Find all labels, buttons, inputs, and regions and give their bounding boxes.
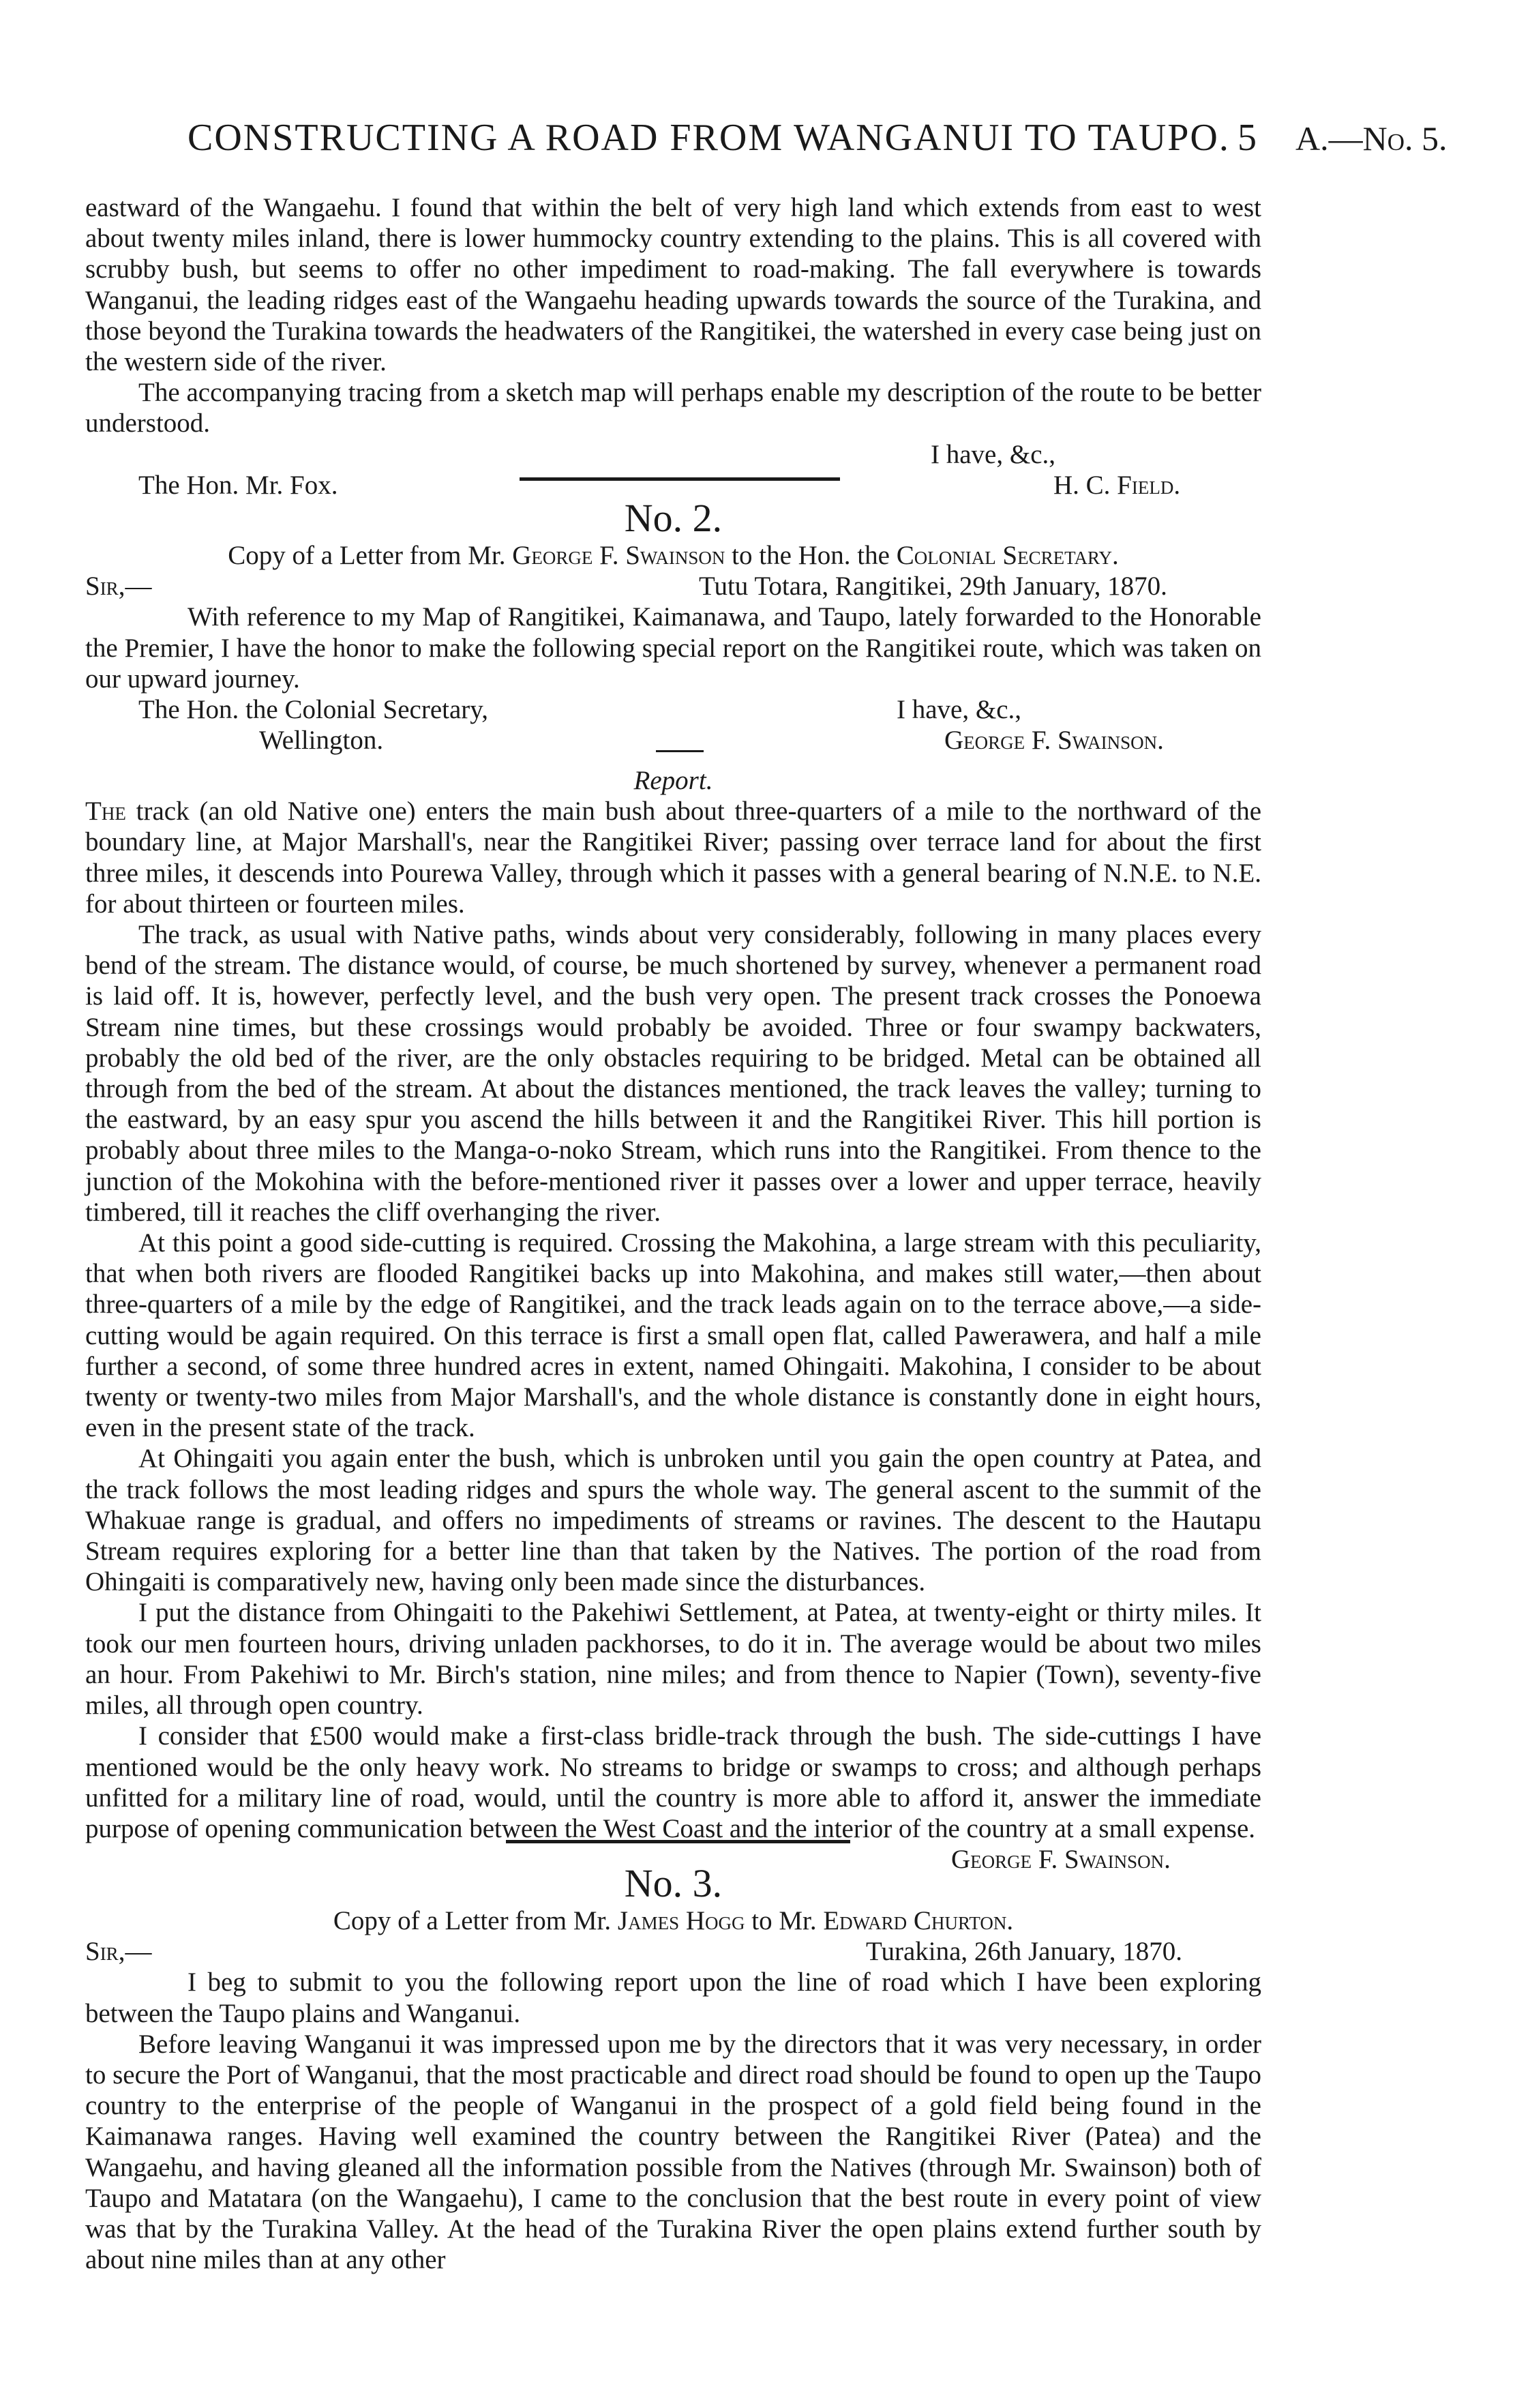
- signature: George F. Swainson.: [951, 1845, 1171, 1875]
- signature: H. C. Field.: [1053, 470, 1181, 500]
- letter-caption: Copy of a Letter from Mr. James Hogg to Mr. Edward Churton.: [333, 1906, 1014, 1935]
- paragraph: The accompanying tracing from a sketch map will perhaps enable my description of the route to be better understood.: [85, 378, 1261, 439]
- paragraph: I put the distance from Ohingaiti to the Pakehiwi Settlement, at Patea, at twenty-eight or thirty miles. It took our men fourteen hours, driving unladen packhorses, to do it in. The average would be about two miles an hour. From Pakehiwi to Mr. Birch's station, nine miles; and from thence to Napier (Town), seventy-five miles, all through open country.: [85, 1598, 1261, 1721]
- paragraph: With reference to my Map of Rangitikei, Kaimanawa, and Taupo, lately forwarded to the Honorable the Premier, I have the honor to make the following special report on the Rangitikei route, which was taken on our upward journey.: [85, 602, 1261, 694]
- section-divider: [506, 1840, 850, 1843]
- salutation-row: [85, 571, 1261, 601]
- paragraph: The track (an old Native one) enters the main bush about three-quarters of a mile to the northward of the boundary line, at Major Marshall's, near the Rangitikei River; passing over terrace land for about the first three miles, it descends into Pourewa Valley, through which it passes with a general bearing of N.N.E. to N.E. for about thirteen or fourteen miles.: [85, 797, 1262, 919]
- letter-number: No. 3.: [624, 1861, 723, 1905]
- closing: I have, &c.,: [897, 695, 1022, 724]
- letter-1-conclusion: [85, 192, 1261, 501]
- paragraph: I beg to submit to you the following report upon the line of road which I have been exploring between the Taupo plains and Wanganui.: [85, 1967, 1261, 2028]
- letter-3: [85, 1862, 1261, 2275]
- place-date: Tutu Totara, Rangitikei, 29th January, 1870.: [699, 571, 1167, 601]
- page-number: 5: [1238, 117, 1257, 159]
- letter-number: No. 2.: [624, 496, 723, 540]
- paragraph: eastward of the Wangaehu. I found that within the belt of very high land which extends from east to west about twenty miles inland, there is lower hummocky country extending to the plains. This is all covered with scrubby bush, but seems to offer no other impediment to road-making. The fall everywhere is towards Wanganui, the leading ridges east of the Wangaehu heading upwards towards the source of the Turakina, and those beyond the Turakina towards the headwaters of the Rangitikei, the watershed in every case being just on the western side of the river.: [85, 193, 1261, 377]
- paragraph: Before leaving Wanganui it was impressed upon me by the directors that it was very necessary, in order to secure the Port of Wanganui, that the most practicable and direct road should be found to open up the Taupo country to the enterprise of the people of Wanganui in the prospect of a gold field being found in the Kaimanawa ranges. Having well examined the country between the Rangitikei River (Patea) and the Wangaehu, and having gleaned all the information possible from the Natives (through Mr. Swainson) both of Taupo and Matatara (on the Wangaehu), I came to the conclusion that the best route in every point of view was that by the Turakina Valley. At the head of the Turakina River the open plains extend further south by about nine miles than at any other: [85, 2029, 1261, 2275]
- paragraph: The track, as usual with Native paths, winds about very considerably, following in many places every bend of the stream. The distance would, of course, be much shortened by survey, whenever a permanent road is laid off. It is, however, perfectly level, and the bush very open. The present track crosses the Ponoewa Stream nine times, but these crossings would probably be avoided. Three or four swampy backwaters, probably the old bed of the river, are the only obstacles requiring to be bridged. Metal can be obtained all through from the bed of the stream. At about the distances mentioned, the track leaves the valley; turning to the eastward, by an easy spur you ascend the hills between it and the Rangitikei River. This hill portion is probably about three miles to the Manga-o-noko Stream, which runs into the Rangitikei. From thence to the junction of the Mokohina with the before-mentioned river it passes over a lower and upper terrace, heavily timbered, till it reaches the cliff overhanging the river.: [85, 920, 1261, 1227]
- signature: George F. Swainson.: [944, 726, 1164, 756]
- report: [85, 765, 1261, 1875]
- document-reference: A.—No. 5.: [1295, 119, 1448, 158]
- sender-name: George F. Swainson: [512, 541, 725, 570]
- addressee: The Hon. Mr. Fox.: [138, 470, 338, 500]
- salutation: Sir,—: [85, 571, 152, 601]
- sender-name: James Hogg: [617, 1906, 745, 1935]
- recipient-name: Colonial Secretary.: [896, 541, 1119, 570]
- short-divider: [656, 750, 704, 752]
- recipient-name: Edward Churton.: [823, 1906, 1014, 1935]
- closing: I have, &c.,: [931, 439, 1056, 469]
- salutation-row: [85, 1936, 1261, 1967]
- closing-row: [85, 694, 1261, 725]
- addressee: The Hon. the Colonial Secretary,: [138, 695, 488, 724]
- salutation: Sir,—: [85, 1937, 152, 1967]
- section-divider: [520, 477, 840, 481]
- running-header: [89, 116, 1493, 170]
- place-date: Turakina, 26th January, 1870.: [866, 1937, 1182, 1967]
- letter-2: [85, 496, 1261, 756]
- letter-caption: Copy of a Letter from Mr. George F. Swainson to the Hon. the Colonial Secretary.: [228, 541, 1119, 570]
- page-title: CONSTRUCTING A ROAD FROM WANGANUI TO TAUPO.: [188, 117, 1230, 159]
- paragraph: At Ohingaiti you again enter the bush, which is unbroken until you gain the open country at Patea, and the track follows the most leading ridges and spurs the whole way. The general ascent to the summit of the Whakuae range is gradual, and offers no impediments of streams or ravines. The descent to the Hautapu Stream requires exploring for a better line than that taken by the Natives. The portion of the road from Ohingaiti is comparatively new, having only been made since the disturbances.: [85, 1444, 1261, 1597]
- paragraph: At this point a good side-cutting is required. Crossing the Makohina, a large stream with this peculiarity, that when both rivers are flooded Rangitikei backs up into Makohina, and makes still water,—then about three-quarters of a mile by the edge of Rangitikei, and the track leads again on to the terrace above,—a side-cutting would be again required. On this terrace is first a small open flat, called Pawerawera, and half a mile further a second, of some three hundred acres in extent, named Ohingaiti. Makohina, I consider to be about twenty or twenty-two miles from Major Marshall's, and the whole distance is constantly done in eight hours, even in the present state of the track.: [85, 1228, 1261, 1443]
- addressee-city: Wellington.: [259, 726, 384, 756]
- paragraph: I consider that £500 would make a first-class bridle-track through the bush. The side-cuttings I have mentioned would be the only heavy work. No streams to bridge or swamps to cross; and although perhaps unfitted for a military line of road, would, until the country is more able to afford it, answer the immediate purpose of opening communication between the West Coast and the interior of the country at a small expense.: [85, 1721, 1261, 1843]
- closing-row: [85, 439, 1261, 470]
- report-heading: Report.: [633, 766, 713, 795]
